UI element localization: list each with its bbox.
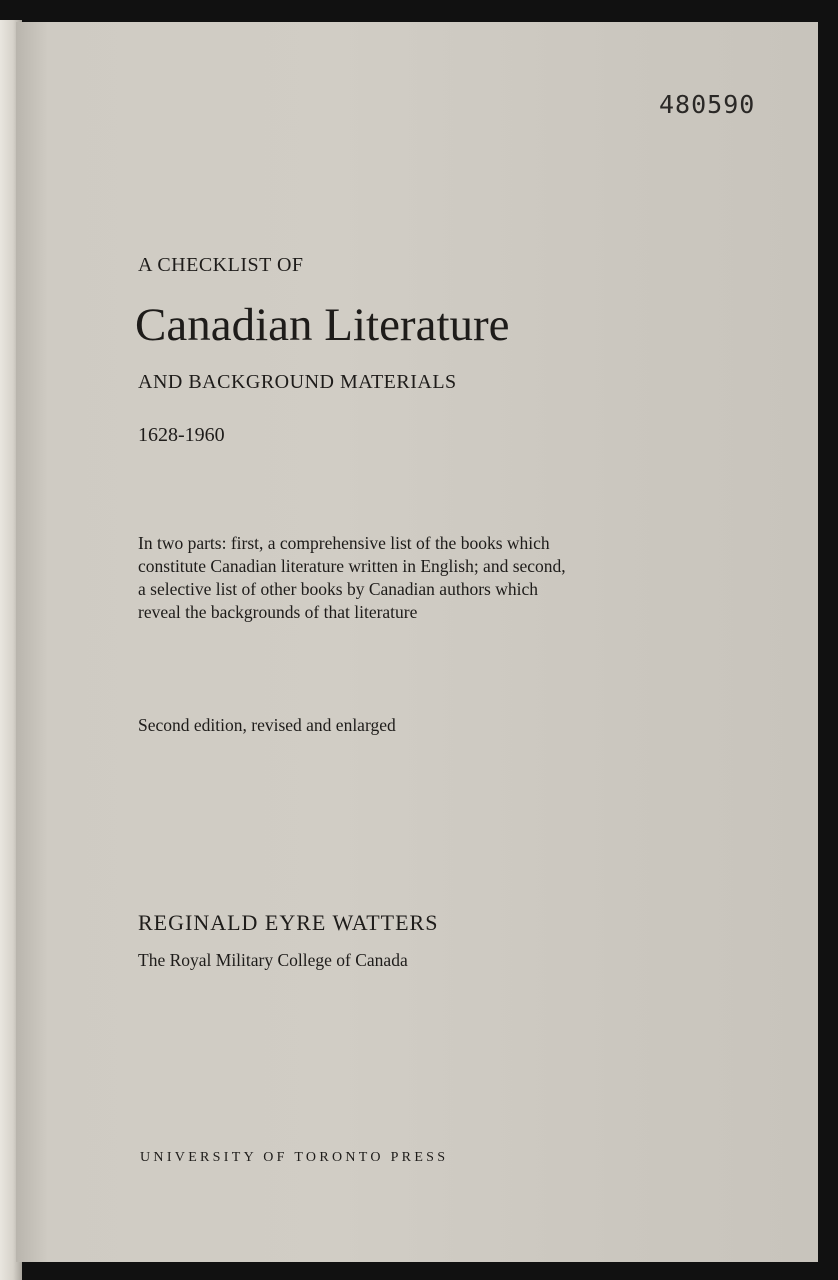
pre-title: A CHECKLIST OF <box>138 254 304 276</box>
description-line: constitute Canadian literature written in English; and second, <box>138 556 566 576</box>
description-line: a selective list of other books by Canadian authors which <box>138 579 538 599</box>
edition: Second edition, revised and enlarged <box>138 715 396 735</box>
subtitle: AND BACKGROUND MATERIALS <box>138 371 457 393</box>
description-line: reveal the backgrounds of that literature <box>138 602 418 622</box>
book-title: Canadian Literature <box>135 299 510 351</box>
description <box>138 532 566 624</box>
publisher: UNIVERSITY OF TORONTO PRESS <box>140 1150 449 1165</box>
title-page <box>16 22 818 1262</box>
description-line: In two parts: first, a comprehensive list of the books which <box>138 533 550 553</box>
stamp-number: 480590 <box>659 90 756 119</box>
years: 1628-1960 <box>138 424 225 446</box>
author: REGINALD EYRE WATTERS <box>138 910 439 935</box>
affiliation: The Royal Military College of Canada <box>138 950 408 970</box>
